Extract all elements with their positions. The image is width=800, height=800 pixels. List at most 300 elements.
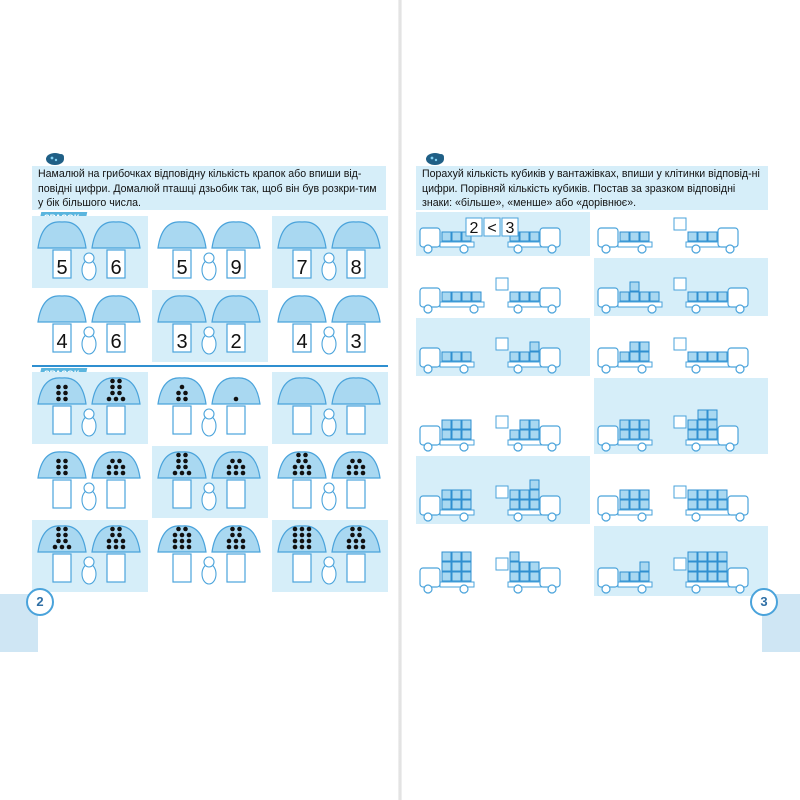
truck-wheel: [602, 245, 610, 253]
truck-bed: [508, 510, 542, 515]
mushroom-stem: [227, 554, 245, 582]
cube: [452, 430, 461, 439]
truck-cab: [728, 348, 748, 367]
cap-dot: [361, 471, 366, 476]
cap-dot: [361, 539, 366, 544]
cube: [708, 500, 717, 509]
truck-bed: [440, 510, 474, 515]
truck-wheel: [548, 585, 556, 593]
cube: [630, 490, 639, 499]
truck-bed: [686, 440, 720, 445]
cube: [718, 500, 727, 509]
truck-wheel: [514, 585, 522, 593]
mushroom-stem: [293, 480, 311, 508]
truck-wheel: [460, 365, 468, 373]
truck-cab: [420, 288, 440, 307]
cap-dot: [357, 533, 362, 538]
cap-dot: [234, 465, 239, 470]
mushroom-cap: [278, 378, 326, 404]
answer-box: [496, 278, 508, 290]
truck-wheel: [514, 365, 522, 373]
cap-dot: [187, 539, 192, 544]
truck-cell-0-1: [594, 212, 768, 256]
cube: [510, 500, 519, 509]
truck-cab: [728, 496, 748, 515]
cube: [510, 352, 519, 361]
truck-cab: [598, 426, 618, 445]
stem-number: 4: [296, 331, 308, 353]
mushroom-cap: [332, 378, 380, 404]
mushroom-cell-top-0-1: [152, 216, 268, 288]
cap-dot: [56, 539, 61, 544]
cap-dot: [234, 397, 239, 402]
truck-cab: [598, 228, 618, 247]
mushroom-cap: [158, 222, 206, 248]
bird-head: [324, 557, 334, 567]
cube: [640, 430, 649, 439]
cap-dot: [63, 471, 68, 476]
cube: [520, 352, 529, 361]
cube: [718, 572, 727, 581]
truck-bed: [440, 440, 474, 445]
truck-cab: [728, 288, 748, 307]
cap-dot: [347, 545, 352, 550]
cap-dot: [237, 533, 242, 538]
truck-cell-1-1: [594, 258, 768, 316]
cube: [530, 500, 539, 509]
cap-dot: [347, 465, 352, 470]
cube: [452, 232, 461, 241]
cube: [630, 420, 639, 429]
cube: [698, 410, 707, 419]
truck-wheel: [692, 305, 700, 313]
mushroom-stem: [347, 480, 365, 508]
cap-dot: [110, 527, 115, 532]
cap-dot: [117, 385, 122, 390]
cap-dot: [300, 539, 305, 544]
cap-dot: [180, 471, 185, 476]
left-instruction: Намалюй на грибочках відповідну кількість крапок або впиши від-повідні цифри. Домалюй пташці дзьобик так, щоб він був розкри-тим у бік більшого числа.: [32, 166, 386, 210]
mushroom-cell-top-1-1: [152, 290, 268, 362]
cap-dot: [60, 545, 65, 550]
cube: [462, 572, 471, 581]
stem-number: 3: [350, 331, 362, 353]
truck-wheel: [548, 443, 556, 451]
mushroom-stem: [53, 406, 71, 434]
truck-bed: [618, 440, 652, 445]
truck-wheel: [638, 513, 646, 521]
cap-dot: [293, 539, 298, 544]
cap-dot: [180, 533, 185, 538]
cube: [718, 490, 727, 499]
cap-dot: [110, 459, 115, 464]
cube: [708, 292, 717, 301]
sample-sign: <: [487, 220, 497, 237]
cap-dot: [173, 545, 178, 550]
cube: [630, 500, 639, 509]
bird-head: [324, 253, 334, 263]
truck-cab: [718, 426, 738, 445]
mushroom-stem: [293, 406, 311, 434]
cap-dot: [107, 465, 112, 470]
stem-number: 8: [350, 257, 362, 279]
truck-cab: [598, 348, 618, 367]
cap-dot: [227, 545, 232, 550]
bird-head: [204, 327, 214, 337]
cube: [708, 352, 717, 361]
truck-cab: [540, 426, 560, 445]
page-number-left: 2: [26, 588, 54, 616]
truck-wheel: [514, 305, 522, 313]
cap-dot: [110, 533, 115, 538]
truck-cell-0-0: [416, 212, 590, 256]
cube: [520, 572, 529, 581]
mushroom-cell-top-1-0: [32, 290, 148, 362]
truck-wheel: [602, 365, 610, 373]
truck-bed: [508, 440, 542, 445]
cube: [698, 572, 707, 581]
cap-dot: [56, 397, 61, 402]
cap-dot: [293, 527, 298, 532]
truck-cab: [598, 496, 618, 515]
answer-box: [674, 486, 686, 498]
cube: [640, 490, 649, 499]
cube: [698, 430, 707, 439]
truck-wheel: [460, 443, 468, 451]
cube: [698, 232, 707, 241]
cap-dot: [347, 539, 352, 544]
cube: [620, 292, 629, 301]
truck-cell-2-1: [594, 318, 768, 376]
truck-cell-2-0: [416, 318, 590, 376]
cube: [698, 420, 707, 429]
cube: [688, 572, 697, 581]
truck-wheel: [548, 513, 556, 521]
answer-box: [674, 416, 686, 428]
cube: [708, 410, 717, 419]
cap-dot: [63, 391, 68, 396]
cap-dot: [176, 397, 181, 402]
stem-number: 4: [56, 331, 68, 353]
cube: [520, 562, 529, 571]
cap-dot: [293, 471, 298, 476]
cube: [630, 282, 639, 291]
cap-dot: [117, 379, 122, 384]
mushroom-cap: [278, 222, 326, 248]
truck-cell-3-0: [416, 378, 590, 454]
mushroom-cap: [278, 296, 326, 322]
cube: [688, 552, 697, 561]
mushroom-stem: [173, 554, 191, 582]
truck-wheel: [424, 245, 432, 253]
truck-cab: [420, 348, 440, 367]
truck-wheel: [514, 513, 522, 521]
cube: [452, 420, 461, 429]
cap-dot: [354, 465, 359, 470]
mushroom-stem: [173, 406, 191, 434]
cap-dot: [354, 471, 359, 476]
cube: [688, 232, 697, 241]
cap-dot: [176, 465, 181, 470]
cap-dot: [237, 527, 242, 532]
cap-dot: [241, 471, 246, 476]
cap-dot: [107, 397, 112, 402]
cube: [510, 572, 519, 581]
truck-wheel: [638, 443, 646, 451]
mushroom-cap: [158, 296, 206, 322]
truck-wheel: [736, 305, 744, 313]
truck-wheel: [460, 513, 468, 521]
cap-dot: [114, 465, 119, 470]
cap-dot: [107, 545, 112, 550]
answer-box: [496, 416, 508, 428]
mushroom-cell-bottom-1-0: [32, 446, 148, 518]
cap-dot: [354, 545, 359, 550]
mushroom-cap: [38, 296, 86, 322]
cap-dot: [307, 533, 312, 538]
cube: [688, 352, 697, 361]
stem-number: 6: [110, 257, 122, 279]
bird-head: [84, 409, 94, 419]
cube: [640, 342, 649, 351]
truck-cab: [728, 568, 748, 587]
mushroom-cell-top-1-2: [272, 290, 388, 362]
cube: [688, 292, 697, 301]
bird-head: [204, 409, 214, 419]
bird-head: [324, 327, 334, 337]
cap-dot: [56, 459, 61, 464]
mushroom-stem: [227, 480, 245, 508]
truck-wheel: [692, 365, 700, 373]
cap-dot: [241, 539, 246, 544]
cap-dot: [67, 545, 72, 550]
cube: [442, 430, 451, 439]
bird-head: [204, 483, 214, 493]
cube: [630, 292, 639, 301]
cap-dot: [173, 471, 178, 476]
cap-dot: [114, 539, 119, 544]
truck-bed: [508, 582, 542, 587]
cap-dot: [361, 545, 366, 550]
cube: [530, 342, 539, 351]
cap-dot: [307, 545, 312, 550]
truck-cab: [420, 228, 440, 247]
cap-dot: [347, 471, 352, 476]
cube: [620, 572, 629, 581]
cap-dot: [53, 545, 58, 550]
cap-dot: [227, 471, 232, 476]
cap-dot: [296, 459, 301, 464]
cube: [510, 490, 519, 499]
truck-bed: [618, 362, 652, 367]
mushroom-cap: [38, 378, 86, 404]
cube: [650, 292, 659, 301]
truck-wheel: [460, 585, 468, 593]
cap-dot: [234, 539, 239, 544]
cap-dot: [183, 527, 188, 532]
cube: [698, 352, 707, 361]
mushroom-stem: [227, 406, 245, 434]
cap-dot: [63, 459, 68, 464]
cube: [708, 420, 717, 429]
cap-dot: [234, 545, 239, 550]
truck-bed: [440, 582, 474, 587]
sample-number-left: 2: [469, 220, 479, 237]
cube: [708, 490, 717, 499]
truck-cell-4-1: [594, 456, 768, 524]
truck-wheel: [638, 365, 646, 373]
cube: [462, 490, 471, 499]
bird-head: [204, 557, 214, 567]
cube: [640, 562, 649, 571]
truck-wheel: [736, 365, 744, 373]
cube: [442, 572, 451, 581]
answer-box: [674, 278, 686, 290]
cap-dot: [56, 465, 61, 470]
cap-dot: [183, 459, 188, 464]
cap-dot: [56, 391, 61, 396]
truck-wheel: [548, 305, 556, 313]
right-instruction: Порахуй кількість кубиків у вантажівках, впиши у клітинки відповід-ні цифри. Порівняй кількість кубиків. Постав за зразком відповідні знаки: «більше», «менше» або «дорівнює».: [416, 166, 768, 210]
mushroom-cap: [92, 222, 140, 248]
cube: [708, 430, 717, 439]
cap-dot: [227, 465, 232, 470]
cube: [630, 232, 639, 241]
cube: [698, 500, 707, 509]
truck-bed: [508, 362, 542, 367]
cube: [452, 572, 461, 581]
cap-dot: [107, 539, 112, 544]
cube: [698, 552, 707, 561]
cube: [688, 420, 697, 429]
cube: [530, 420, 539, 429]
bird-head: [324, 483, 334, 493]
cube: [688, 490, 697, 499]
cube: [510, 430, 519, 439]
truck-bed: [686, 242, 720, 247]
truck-wheel: [736, 585, 744, 593]
sample-number-right: 3: [505, 220, 515, 237]
truck-cab: [598, 288, 618, 307]
cap-dot: [234, 471, 239, 476]
cap-dot: [176, 459, 181, 464]
truck-cell-5-1: [594, 526, 768, 596]
cap-dot: [114, 471, 119, 476]
cap-dot: [183, 397, 188, 402]
cap-dot: [110, 385, 115, 390]
truck-bed: [508, 302, 542, 307]
mushroom-stem: [107, 480, 125, 508]
cube: [452, 500, 461, 509]
mushroom-cell-bottom-0-1: [152, 372, 268, 444]
cap-dot: [180, 545, 185, 550]
cube: [620, 352, 629, 361]
cube: [688, 562, 697, 571]
ladybug-icon: [424, 148, 446, 166]
truck-cab: [540, 568, 560, 587]
truck-bed: [440, 242, 474, 247]
bird-head: [84, 327, 94, 337]
cap-dot: [300, 527, 305, 532]
cube: [630, 342, 639, 351]
truck-bed: [618, 242, 652, 247]
truck-wheel: [514, 245, 522, 253]
cap-dot: [121, 471, 126, 476]
section-divider: [32, 365, 388, 367]
stem-number: 3: [176, 331, 188, 353]
answer-box: [674, 558, 686, 570]
cube: [718, 562, 727, 571]
truck-cab: [540, 228, 560, 247]
truck-wheel: [692, 585, 700, 593]
truck-cab: [420, 426, 440, 445]
mushroom-cap: [332, 222, 380, 248]
truck-wheel: [602, 443, 610, 451]
cube: [708, 562, 717, 571]
mushroom-cap: [212, 296, 260, 322]
cap-dot: [230, 533, 235, 538]
page-number-right: 3: [750, 588, 778, 616]
stem-number: 2: [230, 331, 242, 353]
cap-dot: [56, 533, 61, 538]
cube: [530, 430, 539, 439]
cube: [452, 552, 461, 561]
cap-dot: [56, 471, 61, 476]
truck-wheel: [548, 245, 556, 253]
cube: [530, 480, 539, 489]
cap-dot: [350, 459, 355, 464]
cube: [640, 572, 649, 581]
mushroom-stem: [173, 480, 191, 508]
cube: [442, 292, 451, 301]
cap-dot: [230, 527, 235, 532]
cap-dot: [183, 391, 188, 396]
bird-head: [84, 483, 94, 493]
truck-bed: [618, 582, 652, 587]
truck-wheel: [602, 585, 610, 593]
mushroom-cell-bottom-0-0: [32, 372, 148, 444]
cap-dot: [117, 459, 122, 464]
cube: [462, 430, 471, 439]
cap-dot: [176, 391, 181, 396]
truck-cab: [540, 348, 560, 367]
cube: [462, 292, 471, 301]
cube: [698, 292, 707, 301]
cap-dot: [121, 465, 126, 470]
cube: [452, 352, 461, 361]
mushroom-cell-bottom-2-0: [32, 520, 148, 592]
cube: [688, 500, 697, 509]
cap-dot: [354, 539, 359, 544]
cube: [462, 562, 471, 571]
cube: [688, 430, 697, 439]
cap-dot: [63, 465, 68, 470]
cap-dot: [180, 539, 185, 544]
truck-cab: [718, 228, 738, 247]
mushroom-stem: [53, 554, 71, 582]
cube: [698, 490, 707, 499]
cap-dot: [307, 527, 312, 532]
cap-dot: [187, 545, 192, 550]
mushroom-cap: [158, 378, 206, 404]
cap-dot: [237, 459, 242, 464]
cube: [718, 352, 727, 361]
cube: [452, 292, 461, 301]
answer-box: [496, 338, 508, 350]
cap-dot: [241, 465, 246, 470]
cap-dot: [180, 385, 185, 390]
cube: [630, 352, 639, 361]
